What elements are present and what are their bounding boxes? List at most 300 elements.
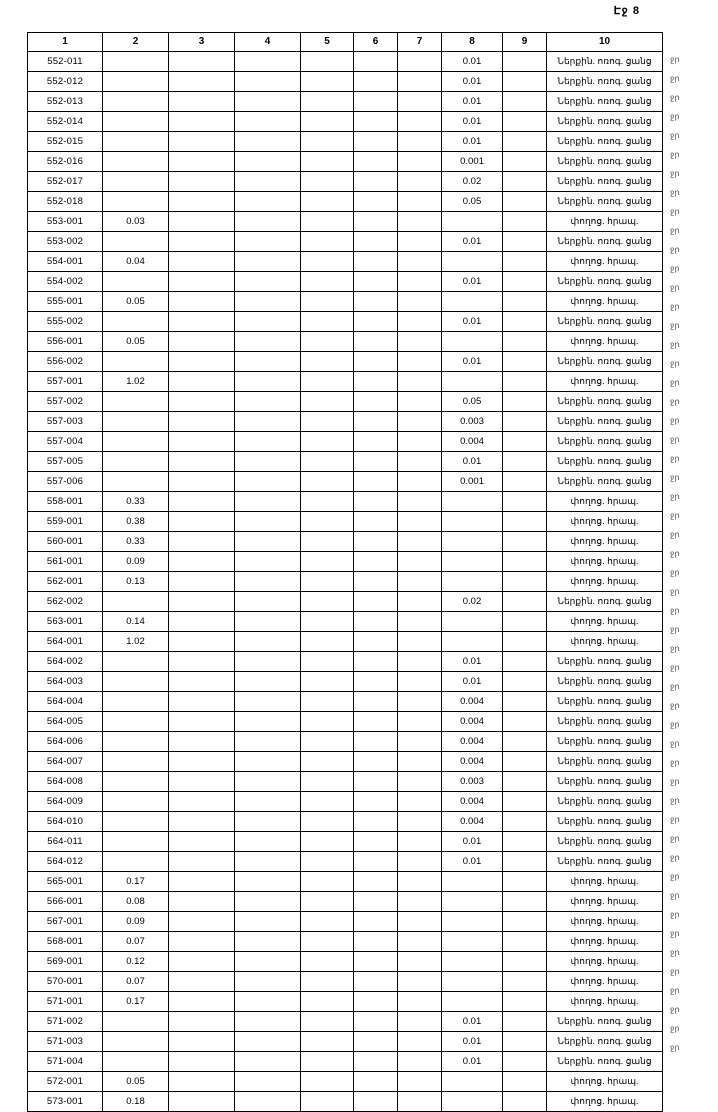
cell-code: 557-004 — [28, 432, 103, 452]
cell-empty-7 — [398, 492, 442, 512]
cell-empty-5 — [301, 832, 354, 852]
cell-value-8: 0.01 — [442, 52, 503, 72]
margin-note: ջր — [670, 587, 680, 596]
cell-empty-4 — [235, 1032, 301, 1052]
cell-empty-7 — [398, 732, 442, 752]
cell-code: 573-001 — [28, 1092, 103, 1112]
cell-note: Ներքին. ոռոգ. ցանց — [547, 672, 663, 692]
cell-empty-6 — [354, 692, 398, 712]
cell-value-2: 1.02 — [103, 372, 169, 392]
margin-note: ջր — [670, 1005, 680, 1014]
margin-note: ջր — [670, 891, 680, 900]
cell-value-8 — [442, 332, 503, 352]
cell-empty-7 — [398, 1032, 442, 1052]
cell-code: 559-001 — [28, 512, 103, 532]
cell-empty-4 — [235, 652, 301, 672]
cell-value-8 — [442, 252, 503, 272]
cell-value-2 — [103, 392, 169, 412]
cell-empty-9 — [503, 412, 547, 432]
cell-empty-9 — [503, 852, 547, 872]
cell-empty-3 — [169, 632, 235, 652]
cell-empty-9 — [503, 752, 547, 772]
cell-value-8: 0.01 — [442, 232, 503, 252]
cell-value-8: 0.01 — [442, 672, 503, 692]
margin-notes-column — [668, 32, 714, 1057]
table-row — [28, 372, 663, 392]
cell-empty-6 — [354, 632, 398, 652]
cell-empty-5 — [301, 72, 354, 92]
cell-empty-9 — [503, 612, 547, 632]
cell-empty-7 — [398, 1052, 442, 1072]
cell-value-8: 0.004 — [442, 752, 503, 772]
cell-empty-5 — [301, 1092, 354, 1112]
cell-empty-4 — [235, 52, 301, 72]
cell-empty-4 — [235, 492, 301, 512]
cell-empty-9 — [503, 872, 547, 892]
cell-code: 557-001 — [28, 372, 103, 392]
cell-empty-9 — [503, 232, 547, 252]
cell-value-2 — [103, 412, 169, 432]
column-header-1: 1 — [28, 33, 103, 52]
cell-value-2: 0.17 — [103, 992, 169, 1012]
cell-value-2 — [103, 792, 169, 812]
cell-empty-5 — [301, 632, 354, 652]
cell-empty-7 — [398, 72, 442, 92]
table-row — [28, 212, 663, 232]
cell-note: փողոց. հրապ. — [547, 912, 663, 932]
margin-note: ջր — [670, 701, 680, 710]
cell-value-2 — [103, 312, 169, 332]
cell-code: 564-002 — [28, 652, 103, 672]
cell-empty-6 — [354, 212, 398, 232]
margin-note: ջր — [670, 530, 680, 539]
cell-note: Ներքին. ոռոգ. ցանց — [547, 472, 663, 492]
cell-empty-6 — [354, 752, 398, 772]
cell-empty-5 — [301, 1032, 354, 1052]
cell-empty-7 — [398, 832, 442, 852]
cell-empty-4 — [235, 232, 301, 252]
cell-empty-7 — [398, 672, 442, 692]
cell-note: Ներքին. ոռոգ. ցանց — [547, 132, 663, 152]
cell-note: Ներքին. ոռոգ. ցանց — [547, 392, 663, 412]
margin-note: ջր — [670, 245, 680, 254]
cell-empty-3 — [169, 952, 235, 972]
cell-empty-9 — [503, 332, 547, 352]
cell-value-2: 0.18 — [103, 1092, 169, 1112]
table-row — [28, 912, 663, 932]
cell-value-2: 0.03 — [103, 212, 169, 232]
cell-empty-6 — [354, 312, 398, 332]
cell-empty-4 — [235, 172, 301, 192]
cell-empty-7 — [398, 352, 442, 372]
cell-empty-4 — [235, 412, 301, 432]
cell-empty-9 — [503, 512, 547, 532]
table-row — [28, 1072, 663, 1092]
table-row — [28, 692, 663, 712]
cell-empty-4 — [235, 252, 301, 272]
cell-empty-4 — [235, 552, 301, 572]
cell-value-8: 0.01 — [442, 1052, 503, 1072]
margin-note: ջր — [670, 758, 680, 767]
cell-value-8 — [442, 492, 503, 512]
table-row — [28, 792, 663, 812]
margin-note: ջր — [670, 948, 680, 957]
cell-empty-9 — [503, 792, 547, 812]
cell-value-2: 0.17 — [103, 872, 169, 892]
cell-empty-4 — [235, 612, 301, 632]
cell-value-8 — [442, 292, 503, 312]
cell-empty-5 — [301, 972, 354, 992]
cell-value-2: 0.09 — [103, 912, 169, 932]
cell-value-8: 0.004 — [442, 792, 503, 812]
cell-empty-7 — [398, 232, 442, 252]
cell-value-2 — [103, 852, 169, 872]
cell-code: 564-001 — [28, 632, 103, 652]
cell-value-8: 0.001 — [442, 472, 503, 492]
cell-empty-4 — [235, 912, 301, 932]
cell-empty-3 — [169, 712, 235, 732]
cell-code: 564-008 — [28, 772, 103, 792]
cell-empty-5 — [301, 812, 354, 832]
cell-empty-3 — [169, 492, 235, 512]
table-row — [28, 232, 663, 252]
cell-empty-9 — [503, 732, 547, 752]
cell-value-2: 0.05 — [103, 292, 169, 312]
cell-empty-4 — [235, 1052, 301, 1072]
cell-note: փողոց. հրապ. — [547, 972, 663, 992]
cell-empty-6 — [354, 872, 398, 892]
cell-empty-5 — [301, 472, 354, 492]
cell-empty-6 — [354, 472, 398, 492]
cell-empty-5 — [301, 992, 354, 1012]
cell-empty-6 — [354, 132, 398, 152]
cell-empty-5 — [301, 512, 354, 532]
cell-empty-4 — [235, 512, 301, 532]
cell-note: Ներքին. ոռոգ. ցանց — [547, 652, 663, 672]
cell-value-8 — [442, 572, 503, 592]
cell-empty-7 — [398, 792, 442, 812]
cell-value-2: 0.38 — [103, 512, 169, 532]
cell-empty-4 — [235, 812, 301, 832]
cell-empty-3 — [169, 932, 235, 952]
cell-value-8 — [442, 512, 503, 532]
margin-note: ջր — [670, 796, 680, 805]
cell-empty-9 — [503, 152, 547, 172]
cell-empty-7 — [398, 692, 442, 712]
cell-empty-6 — [354, 292, 398, 312]
cell-empty-3 — [169, 412, 235, 432]
cell-code: 552-012 — [28, 72, 103, 92]
cell-empty-3 — [169, 912, 235, 932]
page-number-label: Էջ 8 — [613, 5, 640, 17]
margin-note: ջր — [670, 321, 680, 330]
cell-code: 552-018 — [28, 192, 103, 212]
margin-note: ջր — [670, 1043, 680, 1052]
cell-empty-7 — [398, 632, 442, 652]
cell-empty-7 — [398, 212, 442, 232]
cell-empty-3 — [169, 732, 235, 752]
cell-empty-9 — [503, 192, 547, 212]
margin-note: ջր — [670, 663, 680, 672]
cell-empty-5 — [301, 412, 354, 432]
cell-empty-3 — [169, 872, 235, 892]
margin-note: ջր — [670, 625, 680, 634]
table-row — [28, 832, 663, 852]
cell-empty-5 — [301, 132, 354, 152]
margin-note: ջր — [670, 606, 680, 615]
table-row — [28, 572, 663, 592]
cell-note: փողոց. հրապ. — [547, 572, 663, 592]
cell-value-8: 0.01 — [442, 272, 503, 292]
cell-note: փողոց. հրապ. — [547, 332, 663, 352]
cell-note: Ներքին. ոռոգ. ցանց — [547, 112, 663, 132]
cell-empty-9 — [503, 632, 547, 652]
cell-empty-6 — [354, 792, 398, 812]
cell-empty-3 — [169, 132, 235, 152]
column-header-2: 2 — [103, 33, 169, 52]
cell-code: 564-003 — [28, 672, 103, 692]
cell-empty-6 — [354, 272, 398, 292]
cell-empty-3 — [169, 552, 235, 572]
cell-value-2 — [103, 112, 169, 132]
cell-value-2: 0.14 — [103, 612, 169, 632]
cell-value-8: 0.02 — [442, 592, 503, 612]
cell-empty-9 — [503, 372, 547, 392]
cell-empty-7 — [398, 532, 442, 552]
cell-empty-7 — [398, 552, 442, 572]
cell-value-2 — [103, 432, 169, 452]
margin-note: ջր — [670, 188, 680, 197]
cell-empty-7 — [398, 932, 442, 952]
cell-note: Ներքին. ոռոգ. ցանց — [547, 272, 663, 292]
table-row — [28, 852, 663, 872]
cell-note: Ներքին. ոռոգ. ցանց — [547, 832, 663, 852]
cell-value-8: 0.004 — [442, 812, 503, 832]
cell-value-2 — [103, 272, 169, 292]
margin-note: ջր — [670, 226, 680, 235]
cell-empty-3 — [169, 112, 235, 132]
cell-value-2: 0.08 — [103, 892, 169, 912]
cell-empty-3 — [169, 852, 235, 872]
margin-note: ջր — [670, 910, 680, 919]
cell-empty-6 — [354, 352, 398, 372]
cell-note: Ներքին. ոռոգ. ցանց — [547, 52, 663, 72]
cell-empty-5 — [301, 852, 354, 872]
cell-empty-4 — [235, 152, 301, 172]
cell-empty-3 — [169, 692, 235, 712]
cell-value-8 — [442, 972, 503, 992]
cell-empty-6 — [354, 152, 398, 172]
cell-empty-5 — [301, 572, 354, 592]
cell-empty-5 — [301, 112, 354, 132]
cell-empty-9 — [503, 452, 547, 472]
cell-empty-7 — [398, 252, 442, 272]
cell-empty-9 — [503, 892, 547, 912]
cell-code: 562-001 — [28, 572, 103, 592]
cell-empty-4 — [235, 632, 301, 652]
table-body — [28, 52, 663, 1112]
table-row — [28, 52, 663, 72]
cell-empty-9 — [503, 292, 547, 312]
cell-code: 558-001 — [28, 492, 103, 512]
cell-empty-6 — [354, 672, 398, 692]
cell-code: 552-017 — [28, 172, 103, 192]
cell-empty-6 — [354, 732, 398, 752]
cell-code: 553-002 — [28, 232, 103, 252]
table-row — [28, 112, 663, 132]
cell-empty-9 — [503, 252, 547, 272]
cell-empty-3 — [169, 52, 235, 72]
cell-empty-7 — [398, 52, 442, 72]
cell-empty-7 — [398, 912, 442, 932]
cell-code: 563-001 — [28, 612, 103, 632]
cell-value-2 — [103, 1032, 169, 1052]
cell-empty-4 — [235, 1092, 301, 1112]
column-header-10: 10 — [547, 33, 663, 52]
cell-value-2 — [103, 732, 169, 752]
cell-empty-9 — [503, 392, 547, 412]
cell-value-2 — [103, 592, 169, 612]
cell-empty-9 — [503, 652, 547, 672]
cell-empty-7 — [398, 1012, 442, 1032]
cell-empty-9 — [503, 272, 547, 292]
cell-value-2 — [103, 752, 169, 772]
cell-empty-9 — [503, 1052, 547, 1072]
cell-empty-4 — [235, 272, 301, 292]
cell-empty-5 — [301, 272, 354, 292]
cell-empty-4 — [235, 432, 301, 452]
cell-note: Ներքին. ոռոգ. ցանց — [547, 72, 663, 92]
cell-empty-4 — [235, 752, 301, 772]
cell-note: Ներքին. ոռոգ. ցանց — [547, 412, 663, 432]
cell-value-2: 0.07 — [103, 972, 169, 992]
margin-note: ջր — [670, 340, 680, 349]
cell-empty-3 — [169, 512, 235, 532]
cell-empty-3 — [169, 312, 235, 332]
cell-note: փողոց. հրապ. — [547, 932, 663, 952]
cell-note: Ներքին. ոռոգ. ցանց — [547, 432, 663, 452]
table-row — [28, 292, 663, 312]
cell-value-8: 0.05 — [442, 192, 503, 212]
table-row — [28, 992, 663, 1012]
cell-empty-7 — [398, 812, 442, 832]
cell-note: Ներքին. ոռոգ. ցանց — [547, 192, 663, 212]
table-row — [28, 732, 663, 752]
cell-empty-6 — [354, 92, 398, 112]
cell-empty-3 — [169, 1012, 235, 1032]
column-header-4: 4 — [235, 33, 301, 52]
cell-empty-9 — [503, 672, 547, 692]
table-row — [28, 132, 663, 152]
cell-empty-3 — [169, 1032, 235, 1052]
cell-code: 556-002 — [28, 352, 103, 372]
cell-empty-4 — [235, 132, 301, 152]
cell-value-8 — [442, 952, 503, 972]
cell-note: Ներքին. ոռոգ. ցանց — [547, 852, 663, 872]
table-row — [28, 392, 663, 412]
cell-empty-3 — [169, 392, 235, 412]
margin-note: ջր — [670, 473, 680, 482]
cell-value-8: 0.004 — [442, 732, 503, 752]
cell-empty-4 — [235, 772, 301, 792]
cell-empty-9 — [503, 352, 547, 372]
cell-empty-5 — [301, 92, 354, 112]
cell-empty-4 — [235, 932, 301, 952]
cell-empty-7 — [398, 712, 442, 732]
cell-empty-5 — [301, 592, 354, 612]
cell-value-2: 0.12 — [103, 952, 169, 972]
column-header-6: 6 — [354, 33, 398, 52]
cell-empty-6 — [354, 512, 398, 532]
cell-code: 571-003 — [28, 1032, 103, 1052]
cell-value-8: 0.01 — [442, 852, 503, 872]
margin-note: ջր — [670, 264, 680, 273]
cell-note: փողոց. հրապ. — [547, 532, 663, 552]
cell-empty-3 — [169, 72, 235, 92]
cell-empty-6 — [354, 972, 398, 992]
cell-empty-5 — [301, 372, 354, 392]
table-row — [28, 92, 663, 112]
margin-note-header-spacer — [668, 32, 714, 50]
cell-value-2 — [103, 132, 169, 152]
cell-note: Ներքին. ոռոգ. ցանց — [547, 1052, 663, 1072]
cell-note: փողոց. հրապ. — [547, 992, 663, 1012]
cell-note: Ներքին. ոռոգ. ցանց — [547, 712, 663, 732]
cell-empty-4 — [235, 472, 301, 492]
cell-value-8 — [442, 612, 503, 632]
cell-empty-6 — [354, 912, 398, 932]
cell-value-2 — [103, 692, 169, 712]
cell-value-8: 0.003 — [442, 772, 503, 792]
margin-note: ջր — [670, 378, 680, 387]
cell-note: Ներքին. ոռոգ. ցանց — [547, 92, 663, 112]
cell-value-2 — [103, 652, 169, 672]
margin-note: ջր — [670, 169, 680, 178]
table-row — [28, 512, 663, 532]
cell-value-2 — [103, 352, 169, 372]
table-row — [28, 192, 663, 212]
cell-empty-5 — [301, 232, 354, 252]
cell-note: փողոց. հրապ. — [547, 1092, 663, 1112]
cell-empty-7 — [398, 112, 442, 132]
cell-empty-9 — [503, 72, 547, 92]
cell-note: փողոց. հրապ. — [547, 252, 663, 272]
cell-empty-3 — [169, 792, 235, 812]
cell-code: 564-009 — [28, 792, 103, 812]
cell-empty-3 — [169, 572, 235, 592]
column-header-3: 3 — [169, 33, 235, 52]
column-header-8: 8 — [442, 33, 503, 52]
cell-empty-9 — [503, 832, 547, 852]
cell-value-2: 0.33 — [103, 532, 169, 552]
cell-empty-7 — [398, 1072, 442, 1092]
cell-empty-3 — [169, 212, 235, 232]
cell-empty-6 — [354, 412, 398, 432]
cell-empty-6 — [354, 1072, 398, 1092]
cell-empty-5 — [301, 452, 354, 472]
cell-value-8 — [442, 212, 503, 232]
cell-empty-6 — [354, 1012, 398, 1032]
cell-code: 557-005 — [28, 452, 103, 472]
cell-empty-7 — [398, 952, 442, 972]
cell-code: 568-001 — [28, 932, 103, 952]
cell-empty-3 — [169, 332, 235, 352]
table-row — [28, 412, 663, 432]
cell-empty-7 — [398, 772, 442, 792]
cell-empty-7 — [398, 892, 442, 912]
cell-empty-9 — [503, 692, 547, 712]
cell-empty-9 — [503, 132, 547, 152]
